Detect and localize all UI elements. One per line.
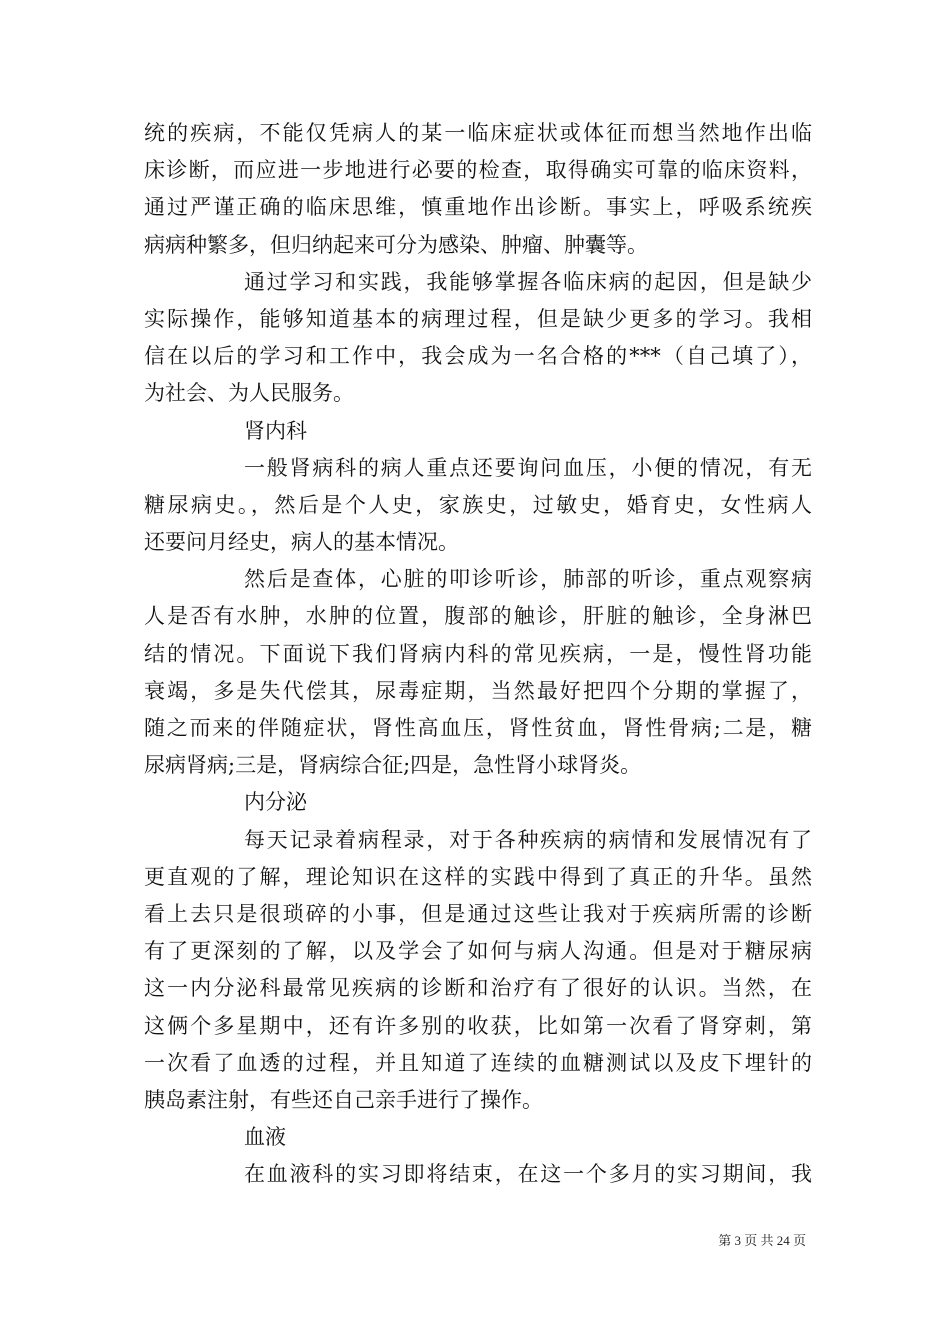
paragraph-first-line: 一般肾病科的病人重点还要询问血压，小便的情况，有无 xyxy=(244,455,812,480)
section-heading-hematology: 血液 xyxy=(244,1125,286,1150)
text-line: 看上去只是很琐碎的小事，但是通过这些让我对于疾病所需的诊断 xyxy=(144,901,812,926)
text-line: 病病种繁多，但归纳起来可分为感染、肿瘤、肿囊等。 xyxy=(144,232,648,257)
text-line: 更直观的了解，理论知识在这样的实践中得到了真正的升华。虽然 xyxy=(144,864,812,889)
text-line: 信在以后的学习和工作中，我会成为一名合格的***（自己填了）， xyxy=(144,344,812,369)
text-line: 随之而来的伴随症状，肾性高血压，肾性贫血，肾性骨病;二是，糖 xyxy=(144,716,812,740)
text-line: 胰岛素注射，有些还自己亲手进行了操作。 xyxy=(144,1087,543,1112)
text-line: 结的情况。下面说下我们肾病内科的常见疾病，一是，慢性肾功能 xyxy=(144,641,812,666)
text-line: 床诊断，而应进一步地进行必要的检查，取得确实可靠的临床资料， xyxy=(144,158,812,183)
text-line: 人是否有水肿，水肿的位置，腹部的触诊，肝脏的触诊，全身淋巴 xyxy=(144,604,812,629)
text-line: 衰竭，多是失代偿其，尿毒症期，当然最好把四个分期的掌握了， xyxy=(144,678,812,703)
paragraph-first-line: 通过学习和实践，我能够掌握各临床病的起因，但是缺少 xyxy=(244,269,812,294)
text-line: 实际操作，能够知道基本的病理过程，但是缺少更多的学习。我相 xyxy=(144,306,812,331)
text-line: 有了更深刻的了解，以及学会了如何与病人沟通。但是对于糖尿病 xyxy=(144,939,812,964)
document-body xyxy=(144,115,812,1193)
paragraph-first-line: 然后是查体，心脏的叩诊听诊，肺部的听诊，重点观察病 xyxy=(244,567,812,592)
paragraph-first-line: 在血液科的实习即将结束，在这一个多月的实习期间，我 xyxy=(244,1162,812,1187)
section-heading-endocrinology: 内分泌 xyxy=(244,790,307,815)
text-line: 尿病肾病;三是，肾病综合征;四是，急性肾小球肾炎。 xyxy=(144,753,642,778)
text-line: 为社会、为人民服务。 xyxy=(144,381,354,406)
paragraph-first-line: 每天记录着病程录，对于各种疾病的病情和发展情况有了 xyxy=(244,827,812,852)
text-line: 这一内分泌科最常见疾病的诊断和治疗有了很好的认识。当然，在 xyxy=(144,976,812,1001)
page-number-footer: 第 3 页 共 24 页 xyxy=(718,1233,806,1248)
text-line: 一次看了血透的过程，并且知道了连续的血糖测试以及皮下埋针的 xyxy=(144,1050,812,1075)
text-line: 还要问月经史，病人的基本情况。 xyxy=(144,530,459,555)
text-line: 这俩个多星期中，还有许多别的收获，比如第一次看了肾穿刺，第 xyxy=(144,1013,812,1038)
text-line: 通过严谨正确的临床思维，慎重地作出诊断。事实上，呼吸系统疾 xyxy=(144,195,812,220)
text-line: 统的疾病，不能仅凭病人的某一临床症状或体征而想当然地作出临 xyxy=(144,121,812,145)
section-heading-nephrology: 肾内科 xyxy=(244,418,307,443)
text-line: 糖尿病史。，然后是个人史，家族史，过敏史，婚育史，女性病人 xyxy=(144,492,812,517)
